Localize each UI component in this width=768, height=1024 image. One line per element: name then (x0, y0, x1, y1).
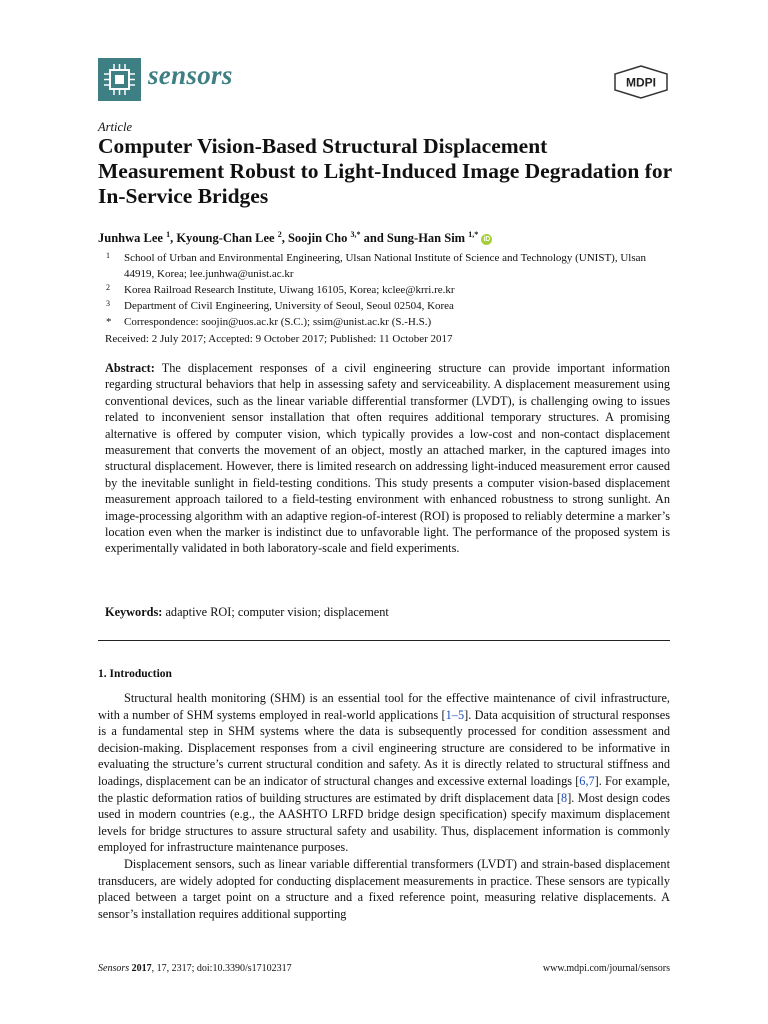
paragraph-text: Structural health monitoring (SHM) is an essential tool for the effective maintenance of civil infrastructure, with a number of SHM systems employed in real-world applications [ (98, 691, 670, 722)
divider (98, 640, 670, 641)
author-separator: , (281, 231, 288, 246)
keywords-text: adaptive ROI; computer vision; displacement (165, 605, 389, 619)
section-body (98, 690, 670, 922)
author: Junhwa Lee (98, 231, 163, 246)
author-separator: and (360, 231, 387, 246)
author-sup: 2 (277, 230, 282, 239)
orcid-icon[interactable]: iD (483, 236, 491, 244)
mdpi-logo-icon (612, 65, 670, 99)
paragraph: Displacement sensors, such as linear variable differential transformers (LVDT) and strain-based displacement transducers, are widely adopted for conducting displacement measurements in practice. These sensors are typically placed between a target point on a structure and a fixed reference point, measuring relative displacements. A sensor’s installation requires additional supporting (98, 856, 670, 921)
affiliation-mark: * (106, 316, 112, 328)
author-list (98, 230, 492, 246)
affiliations (98, 250, 670, 330)
citation-link[interactable]: 6,7 (579, 773, 595, 788)
affiliation-item (98, 282, 670, 298)
affiliation-item (98, 298, 670, 314)
paper-title: Computer Vision-Based Structural Displacement Measurement Robust to Light-Induced Image Degradation for In-Service Bridges (98, 134, 672, 208)
affiliation-mark: 3 (106, 299, 110, 308)
keywords (105, 605, 389, 620)
journal-name: sensors (148, 60, 233, 90)
abstract-label: Abstract: (105, 361, 155, 375)
paragraph-text: ]. For example, the plastic deformation ratios of building structures are estimated by drift displacement data [ (98, 773, 670, 805)
author-sup: 1 (166, 230, 171, 239)
affiliation-text: School of Urban and Environmental Engineering, Ulsan National Institute of Science and Technology (UNIST), Ulsan 44919, Korea; lee.junhwa@unist.ac.kr (124, 252, 647, 280)
journal-header (98, 58, 670, 102)
paragraph-text: ]. Most design codes used in modern countries (e.g., the AASHTO LRFD bridge design specification) specify maximum displacement levels for bridge structures to assure structural safety and usability. Thus, displacement information is commonly employed for infrastructure maintenance purposes. (98, 790, 670, 855)
paragraph-text: ]. Data acquisition of structural responses is a fundamental step in SHM systems where the data is subsequently processed for condition assessment and decision-making. Displacement responses from a civil engineering structure are considered to be informative in evaluating the structure’s current structural condition and safety. As it is directly related to structural stiffness and loadings, displacement can be an indicator of structural changes and excessive external loadings [ (98, 707, 670, 788)
author-separator: , (170, 231, 177, 246)
footer-year: 2017 (131, 963, 152, 974)
author-sup: 1,* (468, 230, 479, 239)
footer-doi: , 17, 2317; doi:10.3390/s17102317 (151, 963, 292, 974)
section-heading: 1. Introduction (98, 668, 172, 680)
affiliation-mark: 2 (106, 283, 110, 292)
keywords-label: Keywords: (105, 605, 163, 619)
affiliation-item (98, 250, 670, 282)
author: Kyoung-Chan Lee (176, 231, 275, 246)
author: Soojin Cho (287, 231, 348, 246)
paragraph (98, 690, 670, 856)
footer-url[interactable]: www.mdpi.com/journal/sensors (542, 963, 670, 974)
article-type: Article (98, 120, 133, 134)
author: Sung-Han Sim (386, 231, 466, 246)
correspondence (98, 314, 670, 330)
abstract-text: The displacement responses of a civil engineering structure can provide important information regarding structural behaviors that help in assessing safety and serviceability. A displacement measurement using conventional devices, such as the linear variable differential transformer (LVDT), is challenging owing to issues related to inconvenient sensor installation that often requires additional temporary structures. A promising alternative is offered by computer vision, which typically provides a low-cost and non-contact displacement measurement that converts the movement of an object, mostly an attached marker, in the captured images into structural displacement. However, there is limited research on addressing light-induced measurement error caused by the inevitable sunlight in field-testing conditions. This study presents a computer vision-based displacement measurement approach tailored to a field-testing environment with enhanced robustness to strong sunlight. An image-processing algorithm with an adaptive region-of-interest (ROI) is proposed to reliably determine a marker’s location even when the marker is indistinct due to unfavorable light. The performance of the proposed system is experimentally validated in both laboratory-scale and field experiments. (105, 361, 670, 556)
footer-journal: Sensors (98, 963, 130, 974)
footer-citation (98, 963, 292, 974)
author-sup: 3,* (350, 230, 361, 239)
publication-dates: Received: 2 July 2017; Accepted: 9 October 2017; Published: 11 October 2017 (105, 333, 453, 345)
correspondence-text: Correspondence: soojin@uos.ac.kr (S.C.); ssim@unist.ac.kr (S.-H.S.) (124, 316, 432, 328)
citation-link[interactable]: 8 (561, 790, 568, 805)
publisher-name: MDPI (626, 75, 656, 90)
citation-link[interactable]: 1–5 (445, 707, 465, 722)
affiliation-mark: 1 (106, 251, 110, 260)
affiliation-text: Korea Railroad Research Institute, Uiwang 16105, Korea; kclee@krri.re.kr (124, 284, 455, 296)
sensors-logo-icon (98, 58, 141, 101)
abstract (105, 360, 670, 557)
affiliation-text: Department of Civil Engineering, University of Seoul, Seoul 02504, Korea (124, 300, 454, 312)
